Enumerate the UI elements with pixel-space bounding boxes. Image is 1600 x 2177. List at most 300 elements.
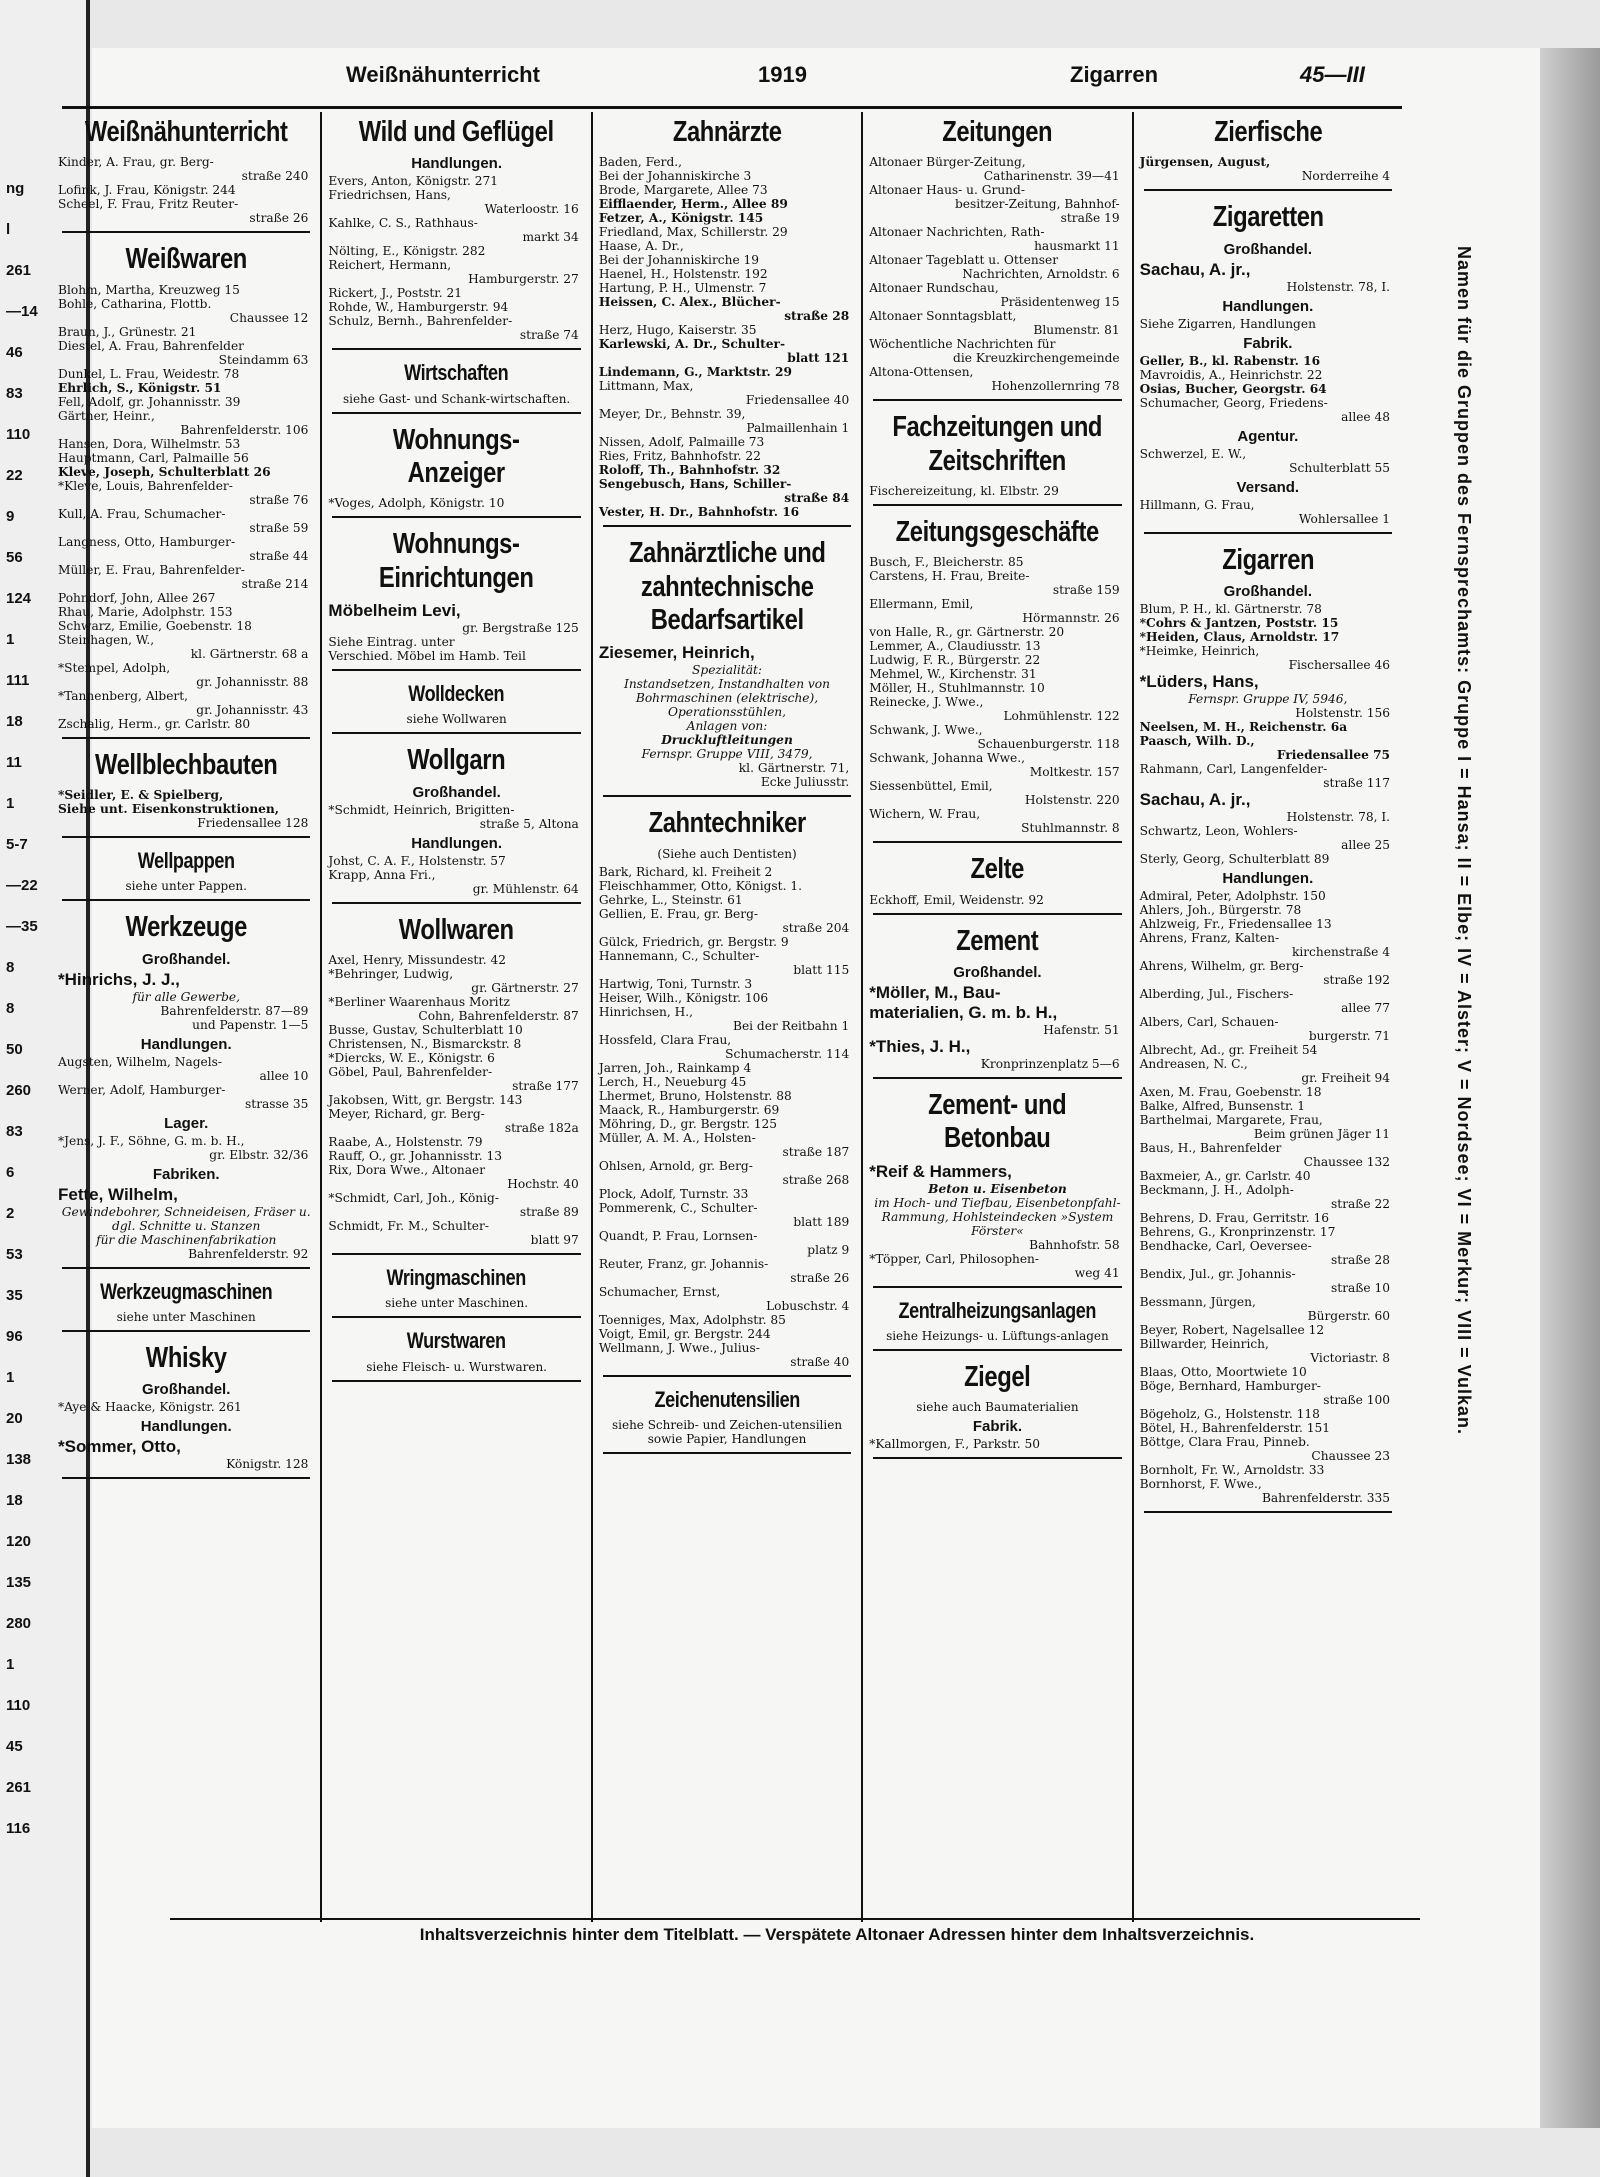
entry-text: Billwarder, Heinrich, [1139,1337,1269,1352]
listing-entry [328,953,584,967]
header-rule [62,106,1402,109]
listing-entry [869,1037,1125,1057]
section [328,424,584,519]
entry-text: Meyer, Richard, gr. Berg- [328,1107,485,1121]
listing-entry [869,893,1125,907]
listing-entry [1140,720,1396,734]
listing-entry [869,983,1125,1003]
spine-fragment: 20 [6,1410,23,1427]
listing-entry [599,761,855,775]
entry-text: Altonaer Tageblatt u. Ottenser [869,253,1059,268]
spine-fragment: l [6,221,11,238]
entry-continuation: blatt 97 [530,1233,579,1247]
entry-text: Sachau, A. jr., [1139,259,1251,279]
entry-continuation: blatt 115 [793,962,850,977]
listing-entry [58,155,314,183]
listing-entry [1140,354,1396,368]
section-divider [603,1375,851,1377]
entry-continuation: Chaussee 23 [1311,1449,1391,1464]
listing-entry [328,854,584,868]
listing-entry [1140,1463,1396,1477]
spine-fragment: 138 [6,1451,32,1468]
listing-entry [1140,1477,1396,1505]
spine-fragment: 260 [6,1082,32,1099]
listing-entry [599,977,855,991]
entry-text: Gehrke, L., Steinstr. 61 [598,892,743,907]
section-heading: Weißnähunterricht [84,116,288,148]
entry-text: Hartung, P. H., Ulmenstr. 7 [598,281,767,296]
entry-text: Baus, H., Bahrenfelder [1139,1141,1282,1156]
entry-text: Behrens, D. Frau, Gerritstr. 16 [1139,1211,1330,1226]
entry-text: Brode, Margarete, Allee 73 [598,183,768,198]
section-heading: Ziegel [964,1361,1031,1394]
listing-entry [328,1037,584,1051]
spine-fragment: 120 [6,1533,32,1550]
entry-text: Jürgensen, August, [1139,155,1271,170]
entry-text: Pommerenk, C., Schulter- [598,1200,758,1215]
entry-text: *Diercks, W. E., Königstr. 6 [328,1051,495,1065]
spine-fragment: —35 [6,918,38,935]
spine-fragment: 5-7 [6,836,28,853]
entry-continuation: Bei der Reitbahn 1 [732,1018,850,1033]
section-divider [873,1349,1121,1351]
section [869,1089,1125,1288]
listing-entry [58,465,314,479]
entry-text: *Kleve, Louis, Bahrenfelder- [58,478,233,493]
entry-text: *Heimke, Heinrich, [1139,644,1260,659]
entry-continuation: Bahrenfelderstr. 92 [188,1246,309,1261]
entry-continuation: straße 28 [784,309,850,324]
listing-entry [58,1004,314,1018]
subheading: Handlungen. [411,155,503,173]
section [869,853,1125,914]
entry-text: Axen, M. Frau, Goebenstr. 18 [1139,1085,1322,1100]
listing-entry [869,681,1125,695]
entry-continuation: strasse 35 [245,1096,309,1111]
section [328,744,584,903]
subheading: Handlungen. [140,1035,232,1053]
listing-entry [869,695,1125,723]
entry-continuation: straße 59 [249,520,309,535]
entry-text: Zschalig, Herm., gr. Carlstr. 80 [58,716,251,731]
listing-entry [869,281,1125,309]
section [58,1342,314,1479]
entry-text: Sterly, Georg, Schulterblatt 89 [1139,852,1330,867]
entry-text: Langness, Otto, Hamburger- [58,534,236,549]
entry-text: *Möller, M., Bau- [869,983,1001,1003]
entry-continuation: platz 9 [807,1242,850,1257]
entry-continuation: Hohenzollernring 78 [991,379,1120,394]
section [328,681,584,734]
listing-entry [599,435,855,449]
entry-text: Instandsetzen, Instandhalten von Bohrmaschinen (elektrische), Operationsstühlen, [624,677,830,720]
entry-text: Ohlsen, Arnold, gr. Berg- [598,1158,753,1173]
entry-text: Göbel, Paul, Bahrenfelder- [328,1065,493,1079]
section-heading: Zigarren [1221,543,1314,576]
entry-continuation: Ecke Juliusstr. [760,775,850,790]
entry-text: Siessenbüttel, Emil, [869,779,993,794]
entry-text: Voigt, Emil, gr. Bergstr. 244 [598,1326,771,1341]
entry-text: Carstens, H. Frau, Breite- [869,569,1030,584]
listing-entry [869,625,1125,639]
entry-text: Lhermet, Bruno, Holstenstr. 88 [598,1088,792,1103]
listing-entry [1140,616,1396,630]
entry-text: *Stempel, Adolph, [58,660,171,675]
subheading: Fabrik. [972,1418,1023,1436]
entry-continuation: Holstenstr. 156 [1295,706,1391,721]
spine-fragment: —14 [6,303,38,320]
listing-entry [1140,1169,1396,1183]
entry-continuation: Chaussee 12 [229,310,309,325]
section-divider [1144,1511,1392,1513]
entry-text: Böge, Bernhard, Hamburger- [1139,1379,1321,1394]
entry-text: Blum, P. H., kl. Gärtnerstr. 78 [1139,602,1322,617]
listing-entry [328,967,584,995]
page-number: 45—III [1300,62,1365,87]
listing-entry [599,1033,855,1061]
entry-text: *Seidler, E. & Spielberg, [58,788,224,803]
entry-text: Spezialität: [692,663,762,678]
entry-text: Bötel, H., Bahrenfelderstr. 151 [1139,1421,1330,1436]
entry-text: Heiser, Wilh., Königstr. 106 [598,990,769,1005]
entry-text: Albers, Carl, Schauen- [1139,1015,1279,1030]
listing-entry [1140,889,1396,903]
spine-fragment: 1 [6,1656,15,1673]
entry-text: Johst, C. A. F., Holstenstr. 57 [328,853,506,868]
listing-entry [599,155,855,169]
entry-continuation: kl. Gärtnerstr. 68 a [190,646,309,661]
entry-text: Friedrichsen, Hans, [328,188,451,203]
entry-text: *Behringer, Ludwig, [328,967,454,981]
entry-continuation: Lohmühlenstr. 122 [1003,709,1120,724]
entry-continuation: Schauenburgerstr. 118 [977,737,1120,752]
entry-continuation: die Kreuzkirchengemeinde [953,351,1120,366]
listing-entry [599,365,855,379]
entry-continuation: straße 44 [249,548,309,563]
entry-continuation: gr. Johannisstr. 43 [196,702,309,717]
subheading: Großhandel. [1223,240,1312,258]
listing-entry [328,1163,584,1191]
listing-entry [58,183,314,197]
listing-entry [599,379,855,407]
spine-fragment: 45 [6,1738,23,1755]
listing-entry [328,174,584,188]
spine-fragment: 18 [6,713,23,730]
entry-text: Heissen, C. Alex., Blücher- [598,295,781,310]
entry-text: Hossfeld, Clara Frau, [598,1032,732,1047]
section [58,848,314,901]
listing-entry [1140,1365,1396,1379]
spine-fragment: 8 [6,1000,15,1017]
listing-entry [869,653,1125,667]
listing-entry [599,1131,855,1159]
section-heading: Wohnungs-Einrichtungen [379,528,534,594]
subheading: Handlungen. [1222,870,1314,888]
section-heading: Wild und Geflügel [359,116,555,148]
subheading: Handlungen. [411,834,503,852]
entry-text: Gülck, Friedrich, gr. Bergstr. 9 [598,934,789,949]
spine-fragment: 1 [6,631,15,648]
listing-entry [599,295,855,323]
entry-text: Albrecht, Ad., gr. Freiheit 54 [1139,1043,1318,1058]
section-heading: Zahnärztliche und zahntechnische Bedarfsartikel [628,537,826,637]
subheading: Fabriken. [152,1165,220,1183]
listing-entry [328,1093,584,1107]
listing-entry [599,747,855,761]
entry-text: Karlewski, A. Dr., Schulter- [598,337,785,352]
listing-entry [58,689,314,717]
section-heading: Wirtschaften [404,360,509,386]
entry-continuation: straße 26 [249,211,309,226]
listing-entry [1140,824,1396,852]
section [869,116,1125,401]
entry-text: *Aye & Haacke, Königstr. 261 [58,1400,242,1415]
entry-text: Busse, Gustav, Schulterblatt 10 [328,1023,523,1037]
listing-entry [869,779,1125,807]
listing-entry [58,990,314,1004]
entry-continuation: Holstenstr. 78, I. [1286,279,1391,294]
section-heading: Wellpappen [137,848,235,874]
listing-entry [58,1134,314,1162]
entry-continuation: Wohlersallee 1 [1298,511,1391,526]
listing-entry [869,1057,1125,1071]
spine-fragment: ng [6,180,25,197]
entry-text: Gärtner, Heinr., [58,408,155,423]
listing-entry [1140,762,1396,790]
listing-entry [328,496,584,510]
listing-entry [1140,959,1396,987]
section [58,749,314,838]
section-divider [873,913,1121,915]
subheading: Versand. [1236,478,1300,496]
section-divider [332,412,580,414]
entry-continuation: Schumacherstr. 114 [725,1046,850,1061]
entry-text: Evers, Anton, Königstr. 271 [328,174,499,189]
listing-entry [1140,1421,1396,1435]
entry-text: Fell, Adolf, gr. Johannisstr. 39 [58,394,241,409]
entry-text: Hansen, Dora, Wilhelmstr. 53 [58,436,241,451]
section-heading: Wellblechbauten [95,748,278,781]
entry-text: Diestel, A. Frau, Bahrenfelder [58,338,245,353]
listing-entry [328,803,584,831]
section [869,1361,1125,1459]
entry-text: für alle Gewerbe, [132,989,240,1004]
section-heading: Zeitungen [942,116,1053,148]
entry-text: Müller, A. M. A., Holsten- [598,1130,756,1145]
entry-text: Jarren, Joh., Rainkamp 4 [598,1060,752,1075]
entry-text: Littmann, Max, [598,379,694,394]
entry-text: Lindemann, G., Marktstr. 29 [598,365,792,380]
listing-entry [328,286,584,300]
entry-continuation: Bahrenfelderstr. 87—89 [160,1003,309,1018]
spine-fragment: 124 [6,590,32,607]
listing-entry [58,535,314,563]
entry-continuation: Kronprinzenplatz 5—6 [980,1057,1120,1072]
listing-entry [599,865,855,879]
entry-continuation: gr. Mühlenstr. 64 [472,881,579,896]
header-year: 1919 [758,62,807,87]
spine-fragment: 6 [6,1164,15,1181]
entry-text: Eifflaender, Herm., Allee 89 [598,197,788,212]
section-divider [62,737,310,739]
entry-text: Gewindebohrer, Schneideisen, Fräser u. dgl. Schnitte u. Stanzen [61,1204,311,1233]
entry-text: Bögeholz, G., Holstenstr. 118 [1139,1407,1320,1422]
entry-text: Roloff, Th., Bahnhofstr. 32 [598,463,781,478]
entry-text: Beyer, Robert, Nagelsallee 12 [1139,1323,1325,1338]
entry-text: Fischereizeitung, kl. Elbstr. 29 [869,484,1059,499]
entry-continuation: markt 34 [522,230,579,245]
listing-entry [1140,382,1396,396]
entry-continuation: straße 159 [1052,583,1120,598]
listing-entry [328,995,584,1023]
listing-entry [58,1185,314,1205]
entry-text: Sengebusch, Hans, Schiller- [598,477,792,492]
section [58,243,314,738]
entry-continuation: Bahrenfelderstr. 106 [180,422,309,437]
entry-continuation: straße 204 [782,920,850,935]
listing-entry [869,1196,1125,1238]
section-heading: Wollgarn [407,744,506,777]
section-divider [332,1253,580,1255]
listing-entry [58,563,314,591]
listing-entry [869,723,1125,751]
listing-entry [599,1005,855,1033]
entry-text: Schwank, Johanna Wwe., [869,751,1026,766]
listing-entry [1140,1337,1396,1365]
listing-entry [599,893,855,907]
listing-entry [599,1117,855,1131]
entry-text: Geller, B., kl. Rabenstr. 16 [1139,353,1321,368]
entry-continuation: Bahnhofstr. 58 [1029,1237,1120,1252]
section-divider [332,902,580,904]
spine-fragment: 110 [6,1697,31,1714]
entry-continuation: Friedensallee 40 [745,393,850,408]
listing-entry [58,1457,314,1471]
listing-entry [58,1437,314,1457]
entry-text: Druckluftleitungen [661,733,793,748]
subheading: Großhandel. [412,783,501,801]
entry-text: Osias, Bucher, Georgstr. 64 [1139,381,1327,396]
entry-text: Möbelheim Levi, [328,601,461,621]
entry-text: Hauptmann, Carl, Palmaille 56 [58,450,249,465]
entry-text: *Töpper, Carl, Philosophen- [869,1251,1040,1266]
listing-entry [869,225,1125,253]
entry-text: Friedland, Max, Schillerstr. 29 [598,225,788,240]
entry-text: Bei der Johanniskirche 19 [598,253,760,268]
listing-entry [599,197,855,211]
listing-entry [328,635,584,649]
section-divider [332,669,580,671]
listing-entry [599,1341,855,1369]
section-heading: Wollwaren [399,913,515,946]
section-divider [62,899,310,901]
entry-text: Ludwig, F. R., Bürgerstr. 22 [869,653,1041,668]
listing-entry [599,1327,855,1341]
section-divider [62,836,310,838]
entry-text: Vester, H. Dr., Bahnhofstr. 16 [598,505,800,520]
listing-entry [58,451,314,465]
listing-entry [869,253,1125,281]
cross-reference: siehe Heizungs- u. Lüftungs-anlagen [886,1329,1109,1344]
entry-continuation: straße 214 [241,576,309,591]
listing-entry [599,253,855,267]
entry-continuation: straße 117 [1323,776,1391,791]
entry-text: Plock, Adolf, Turnstr. 33 [598,1186,749,1201]
entry-continuation: Bahrenfelderstr. 335 [1261,1491,1391,1506]
listing-entry [599,879,855,893]
entry-text: Reuter, Franz, gr. Johannis- [598,1256,769,1271]
spine-fragment: 11 [6,754,22,771]
section [58,911,314,1268]
entry-continuation: straße 40 [790,1354,850,1369]
entry-continuation: burgerstr. 71 [1308,1029,1391,1044]
subheading: Handlungen. [1222,297,1314,315]
entry-continuation: besitzer-Zeitung, Bahnhof- [954,197,1120,212]
listing-entry [599,1103,855,1117]
section [869,925,1125,1079]
listing-entry [58,1247,314,1261]
listing-entry [58,381,314,395]
section-heading: Zeitungsgeschäfte [895,516,1099,549]
entry-continuation: straße 26 [790,1270,850,1285]
entry-text: Rohde, W., Hamburgerstr. 94 [328,300,509,315]
section-heading: Zelte [970,853,1025,886]
section-divider [332,732,580,734]
listing-entry [328,244,584,258]
listing-entry [869,569,1125,597]
entry-text: Jakobsen, Witt, gr. Bergstr. 143 [328,1093,523,1107]
listing-entry [1140,1099,1396,1113]
section-divider [332,1380,580,1382]
listing-entry [1140,368,1396,382]
entry-continuation: Präsidentenweg 15 [1000,295,1120,310]
listing-entry [599,183,855,197]
entry-text: Schwerzel, E. W., [1139,446,1247,461]
entry-text: Eckhoff, Emil, Weidenstr. 92 [869,892,1044,907]
subheading: Handlungen. [140,1418,232,1436]
entry-text: Fernspr. Gruppe VIII, 3479, [641,747,813,762]
entry-text: Hannemann, C., Schulter- [598,948,760,963]
page-edge-shadow [1540,48,1600,2128]
cross-reference: siehe unter Maschinen [116,1309,256,1324]
entry-text: Reinecke, J. Wwe., [869,695,984,710]
listing-entry [599,1229,855,1257]
entry-text: Altonaer Rundschau, [869,281,999,296]
entry-continuation: straße 19 [1060,211,1120,226]
entry-continuation: gr. Bergstraße 125 [462,621,579,636]
subheading: Großhandel. [1223,583,1312,601]
listing-entry [1140,692,1396,706]
entry-text: Lofink, J. Frau, Königstr. 244 [58,183,236,198]
entry-text: Braun, J., Grünestr. 21 [58,324,197,339]
entry-text: Schumacher, Georg, Friedens- [1139,395,1328,410]
listing-entry [599,1075,855,1089]
entry-continuation: Königstr. 128 [226,1457,309,1472]
entry-text: materialien, G. m. b. H., [869,1003,1058,1023]
entry-continuation: Hochstr. 40 [507,1177,579,1191]
listing-entry [1140,644,1396,672]
entry-text: *Jens, J. F., Söhne, G. m. b. H., [58,1133,245,1148]
section [869,1298,1125,1351]
directory-columns [52,112,1402,1922]
entry-text: Schumacher, Ernst, [598,1284,721,1299]
listing-entry [1140,447,1396,475]
entry-text: Ahrens, Franz, Kalten- [1139,931,1280,946]
listing-entry [328,258,584,286]
spine-fragment: 50 [6,1041,23,1058]
entry-continuation: Holstenstr. 220 [1024,793,1120,808]
listing-entry [1140,1141,1396,1169]
